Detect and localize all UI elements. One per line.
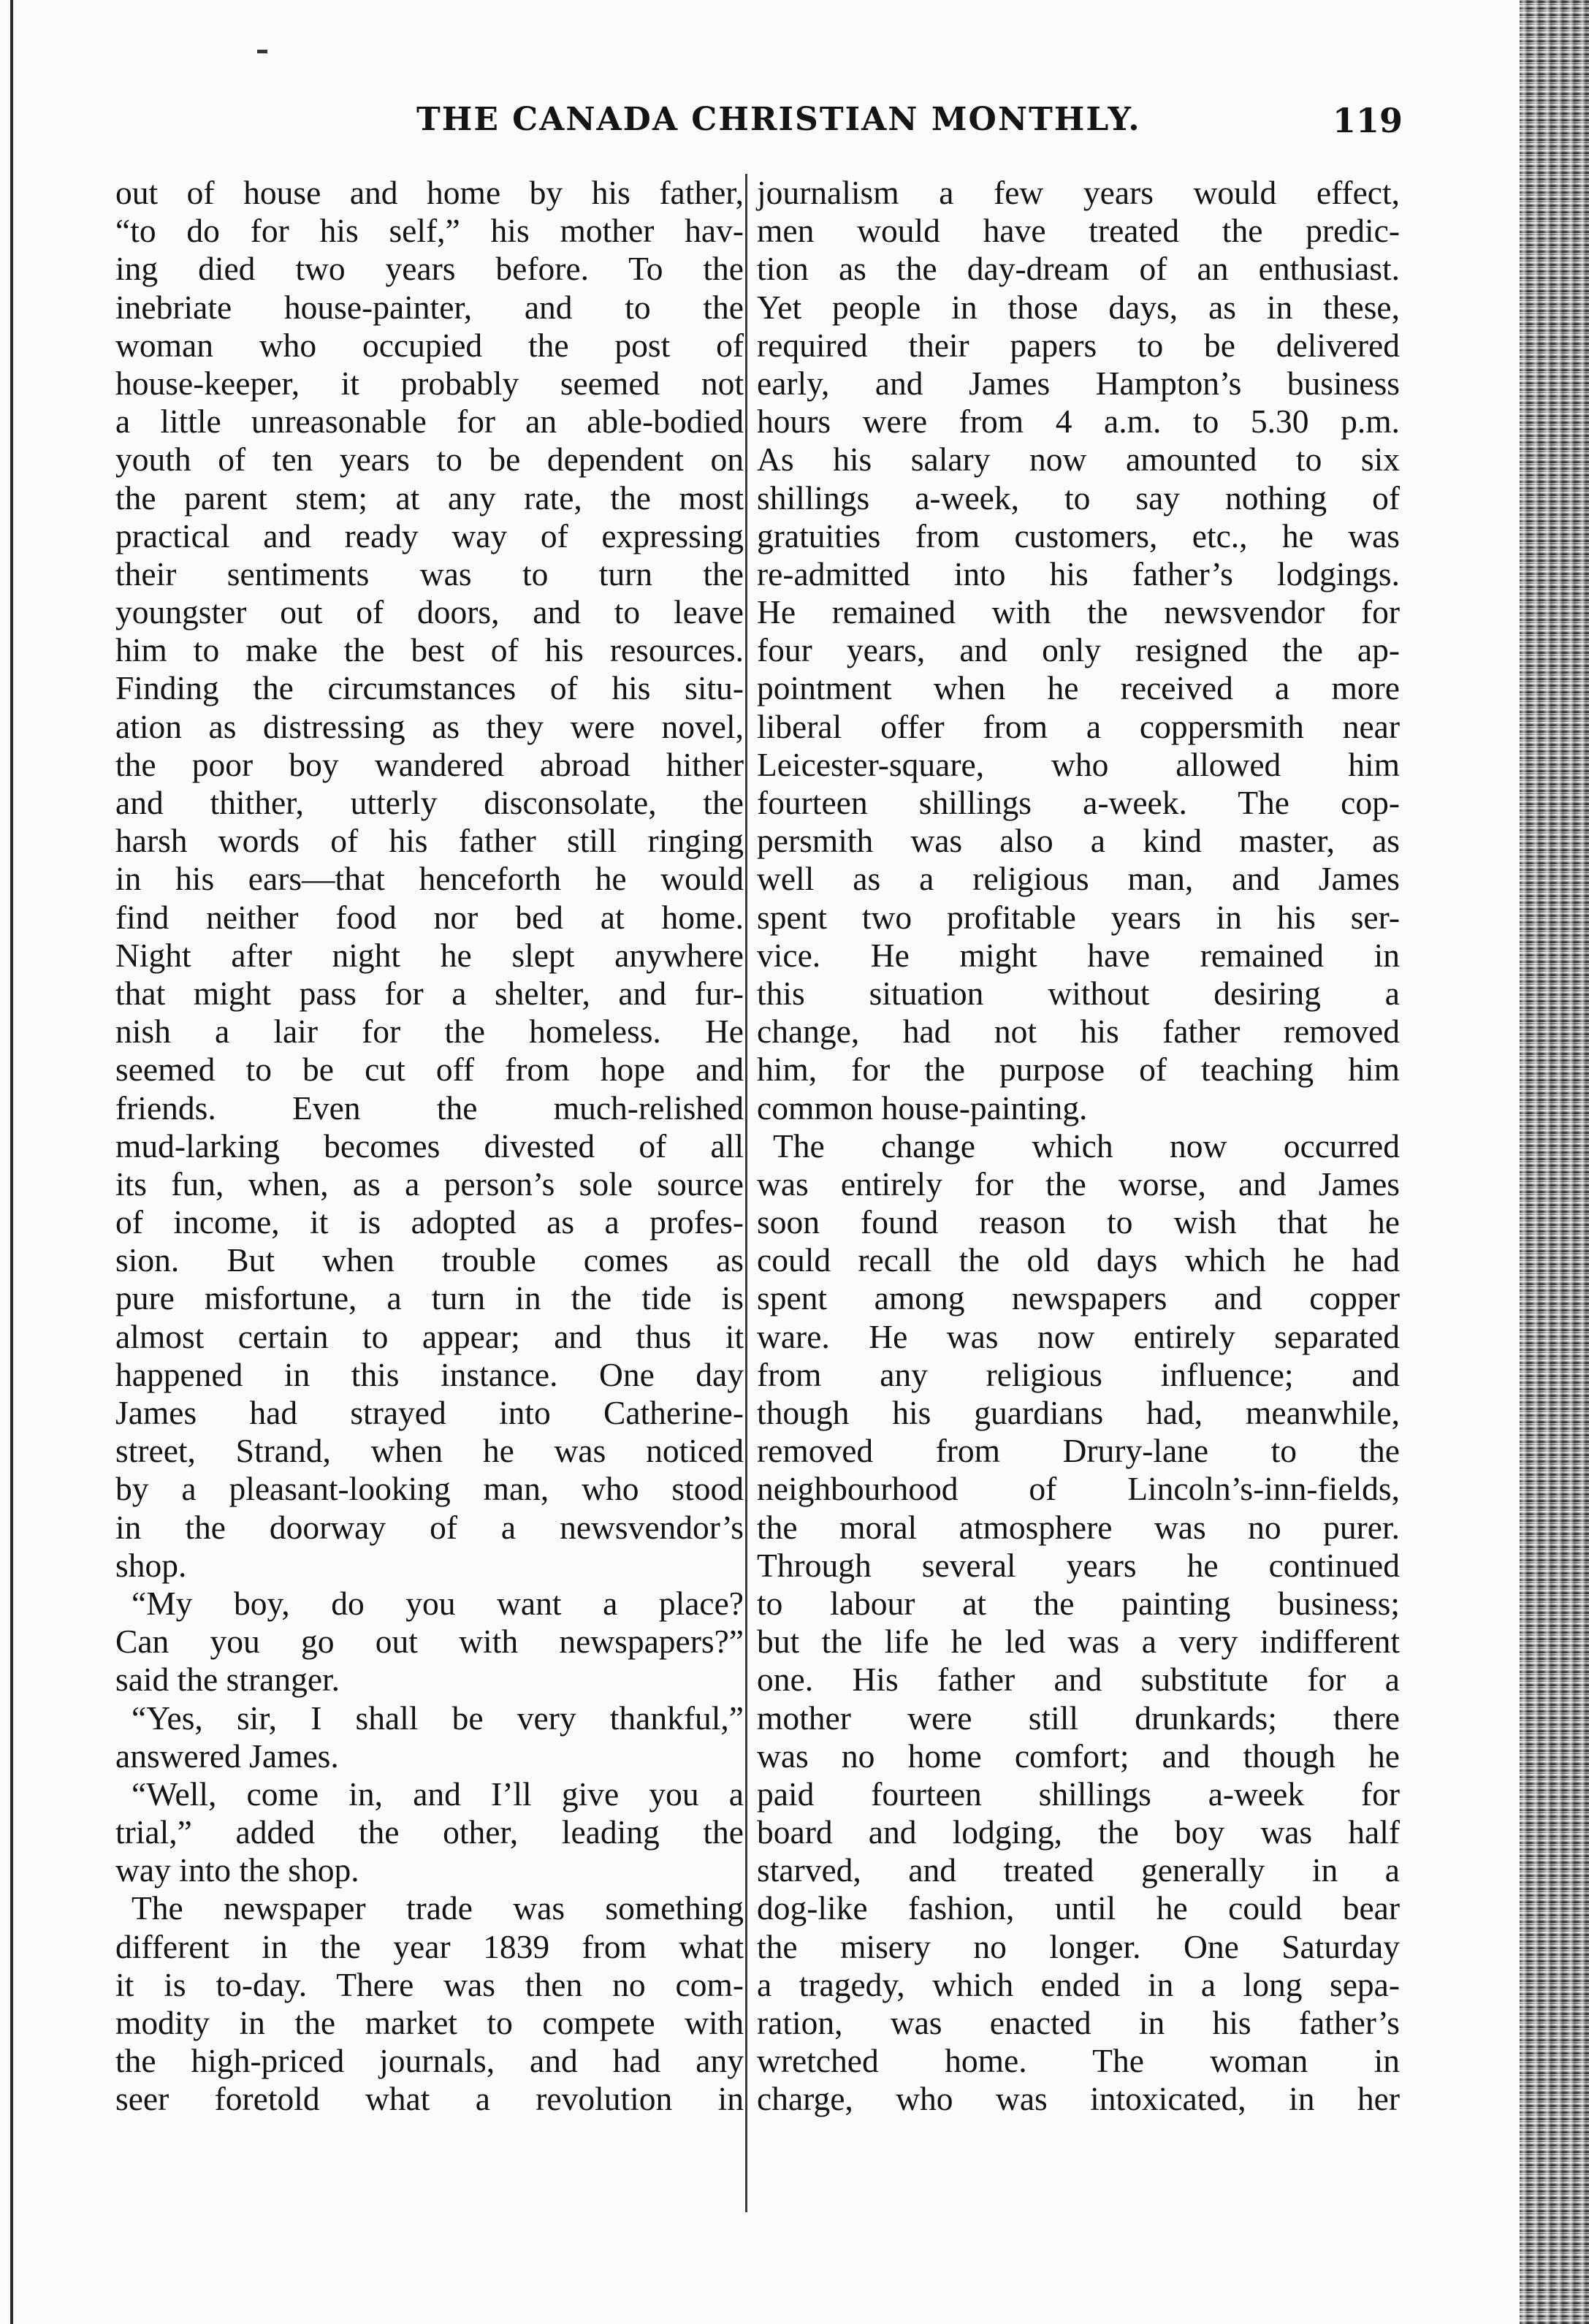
- text-line: common house-painting.: [757, 1089, 1088, 1127]
- text-line: tion as the day-dream of an enthusiast.: [757, 250, 1400, 288]
- text-line: it is to-day. There was then no com-: [115, 1965, 744, 2003]
- text-line: shop.: [115, 1546, 187, 1584]
- text-line: trial,” added the other, leading the: [115, 1813, 744, 1851]
- text-line: their sentiments was to turn the: [115, 555, 744, 593]
- page-number: 119: [1332, 101, 1403, 140]
- column-divider: [745, 174, 747, 2212]
- binding-edge-texture: [1520, 0, 1589, 2324]
- left-column: [115, 174, 744, 2119]
- text-line: paid fourteen shillings a-week for: [757, 1775, 1400, 1813]
- text-line: happened in this instance. One day: [115, 1355, 744, 1393]
- text-line: was entirely for the worse, and James: [757, 1165, 1400, 1203]
- text-line: the moral atmosphere was no purer.: [757, 1508, 1400, 1546]
- text-line: ing died two years before. To the: [115, 250, 744, 288]
- text-line: youngster out of doors, and to leave: [115, 593, 744, 631]
- text-line: find neither food nor bed at home.: [115, 898, 744, 936]
- text-line: one. His father and substitute for a: [757, 1661, 1400, 1699]
- text-line: seer foretold what a revolution in: [115, 2080, 744, 2118]
- text-line: journalism a few years would effect,: [757, 174, 1400, 211]
- text-line: but the life he led was a very indifferent: [757, 1623, 1400, 1661]
- text-line: was no home comfort; and though he: [757, 1737, 1400, 1775]
- text-line: liberal offer from a coppersmith near: [757, 707, 1400, 745]
- text-line: Through several years he continued: [757, 1546, 1400, 1584]
- text-line: “Yes, sir, I shall be very thankful,”: [132, 1699, 744, 1737]
- text-line: Can you go out with newspapers?”: [115, 1623, 744, 1661]
- text-line: “My boy, do you want a place?: [132, 1584, 744, 1622]
- text-line: shillings a-week, to say nothing of: [757, 479, 1400, 517]
- text-line: persmith was also a kind master, as: [757, 822, 1400, 860]
- text-line: the high-priced journals, and had any: [115, 2042, 744, 2080]
- text-line: fourteen shillings a-week. The cop-: [757, 784, 1400, 821]
- right-column: [757, 174, 1400, 2119]
- text-line: that might pass for a shelter, and fur-: [115, 974, 744, 1012]
- text-line: “to do for his self,” his mother hav-: [115, 212, 744, 250]
- text-line: required their papers to be delivered: [757, 326, 1400, 364]
- page-edge-rule: [10, 0, 13, 2324]
- text-line: seemed to be cut off from hope and: [115, 1051, 744, 1089]
- text-line: He remained with the newsvendor for: [757, 593, 1400, 631]
- text-line: said the stranger.: [115, 1661, 340, 1699]
- text-line: ation as distressing as they were novel,: [115, 707, 744, 745]
- text-line: by a pleasant-looking man, who stood: [115, 1470, 744, 1508]
- text-line: ware. He was now entirely separated: [757, 1317, 1400, 1355]
- text-line: though his guardians had, meanwhile,: [757, 1394, 1400, 1431]
- printer-mark: [257, 50, 267, 53]
- text-line: street, Strand, when he was noticed: [115, 1432, 744, 1470]
- text-line: nish a lair for the homeless. He: [115, 1013, 744, 1051]
- text-line: pure misfortune, a turn in the tide is: [115, 1279, 744, 1317]
- text-line: friends. Even the much-relished: [115, 1089, 744, 1127]
- text-line: starved, and treated generally in a: [757, 1851, 1400, 1889]
- text-line: inebriate house-painter, and to the: [115, 288, 744, 326]
- text-line: harsh words of his father still ringing: [115, 822, 744, 860]
- text-line: hours were from 4 a.m. to 5.30 p.m.: [757, 403, 1400, 441]
- text-line: Finding the circumstances of his situ-: [115, 669, 744, 707]
- text-line: a tragedy, which ended in a long sepa-: [757, 1965, 1400, 2003]
- text-line: re-admitted into his father’s lodgings.: [757, 555, 1400, 593]
- text-line: the misery no longer. One Saturday: [757, 1927, 1400, 1965]
- text-line: practical and ready way of expressing: [115, 517, 744, 555]
- text-line: youth of ten years to be dependent on: [115, 441, 744, 479]
- text-line: modity in the market to compete with: [115, 2004, 744, 2041]
- text-line: The newspaper trade was something: [132, 1889, 744, 1927]
- text-line: way into the shop.: [115, 1851, 359, 1889]
- text-line: this situation without desiring a: [757, 974, 1400, 1012]
- text-line: could recall the old days which he had: [757, 1241, 1400, 1279]
- text-line: the parent stem; at any rate, the most: [115, 479, 744, 517]
- text-line: wretched home. The woman in: [757, 2042, 1400, 2080]
- text-line: mother were still drunkards; there: [757, 1699, 1400, 1737]
- text-line: different in the year 1839 from what: [115, 1927, 744, 1965]
- text-line: its fun, when, as a person’s sole source: [115, 1165, 744, 1203]
- text-line: sion. But when trouble comes as: [115, 1241, 744, 1279]
- text-line: spent two profitable years in his ser-: [757, 898, 1400, 936]
- text-line: board and lodging, the boy was half: [757, 1813, 1400, 1851]
- text-line: the poor boy wandered abroad hither: [115, 745, 744, 783]
- text-line: neighbourhood of Lincoln’s-inn-fields,: [757, 1470, 1400, 1508]
- text-line: Night after night he slept anywhere: [115, 936, 744, 974]
- text-line: in the doorway of a newsvendor’s: [115, 1508, 744, 1546]
- text-line: Yet people in those days, as in these,: [757, 288, 1400, 326]
- text-line: in his ears—that henceforth he would: [115, 860, 744, 898]
- text-line: answered James.: [115, 1737, 339, 1775]
- text-line: spent among newspapers and copper: [757, 1279, 1400, 1317]
- text-line: woman who occupied the post of: [115, 326, 744, 364]
- text-line: early, and James Hampton’s business: [757, 364, 1400, 402]
- text-line: and thither, utterly disconsolate, the: [115, 784, 744, 821]
- text-line: dog-like fashion, until he could bear: [757, 1889, 1400, 1927]
- text-line: out of house and home by his father,: [115, 174, 744, 211]
- text-line: removed from Drury-lane to the: [757, 1432, 1400, 1470]
- text-line: charge, who was intoxicated, in her: [757, 2080, 1400, 2118]
- text-line: change, had not his father removed: [757, 1013, 1400, 1051]
- text-line: of income, it is adopted as a profes-: [115, 1203, 744, 1241]
- text-line: house-keeper, it probably seemed not: [115, 364, 744, 402]
- text-line: almost certain to appear; and thus it: [115, 1317, 744, 1355]
- text-line: men would have treated the predic-: [757, 212, 1400, 250]
- text-line: gratuities from customers, etc., he was: [757, 517, 1400, 555]
- text-line: ration, was enacted in his father’s: [757, 2004, 1400, 2041]
- text-line: “Well, come in, and I’ll give you a: [132, 1775, 744, 1813]
- text-line: mud-larking becomes divested of all: [115, 1127, 744, 1165]
- text-line: four years, and only resigned the ap-: [757, 631, 1400, 669]
- text-line: from any religious influence; and: [757, 1355, 1400, 1393]
- running-header: [117, 101, 1403, 145]
- running-title: THE CANADA CHRISTIAN MONTHLY.: [416, 101, 1141, 138]
- text-line: him, for the purpose of teaching him: [757, 1051, 1400, 1089]
- text-line: to labour at the painting business;: [757, 1584, 1400, 1622]
- text-line: soon found reason to wish that he: [757, 1203, 1400, 1241]
- text-line: him to make the best of his resources.: [115, 631, 744, 669]
- text-line: James had strayed into Catherine-: [115, 1394, 744, 1431]
- text-line: The change which now occurred: [773, 1127, 1400, 1165]
- text-line: well as a religious man, and James: [757, 860, 1400, 898]
- text-line: As his salary now amounted to six: [757, 441, 1400, 479]
- text-line: pointment when he received a more: [757, 669, 1400, 707]
- text-line: Leicester-square, who allowed him: [757, 745, 1400, 783]
- text-line: a little unreasonable for an able-bodied: [115, 403, 744, 441]
- text-line: vice. He might have remained in: [757, 936, 1400, 974]
